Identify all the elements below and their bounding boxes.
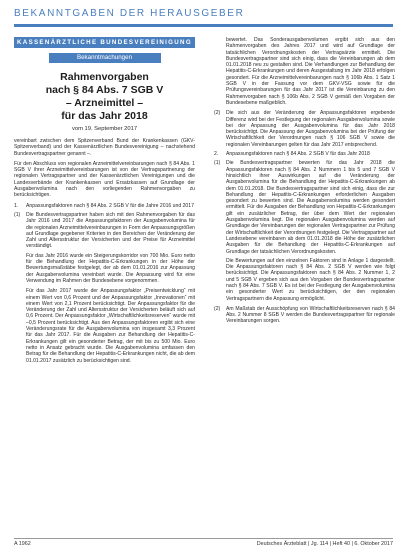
subsection-item-1-2	[214, 110, 395, 148]
right-paragraph-2: Die Bewertungen auf den einzelnen Faktoren sind in Anlage 1 dargestellt. Die Anpassungsfaktoren nach § 84 Abs. 2 SGB V werden wie folgt berücksichtigt. Die Anpassungsfaktoren nach § 84 Abs. 2 Nummer 1, 2 und 5 SGB V ergeben sich aus den Vorgaben der Bundesvertragspartner nach § 84 Abs. 7 SGB V. Es ist bei der Festlegung der Ausgabenvolumina ein gesonderter Wert zu berücksichtigen, der den regionalen Vertragspartnern die Anpassung ermöglicht.	[226, 257, 395, 302]
section-item-1-number: 1.	[14, 202, 19, 209]
document-date: vom 19. September 2017	[71, 126, 138, 132]
kbv-banner: KASSENÄRZTLICHE BUNDESVEREINIGUNG	[14, 37, 195, 48]
title-line-4: für das Jahr 2018	[61, 110, 148, 122]
subsection-item-1-1-number: (1)	[14, 211, 21, 218]
subsection-item-1-2-number: (2)	[214, 110, 221, 117]
left-paragraph-4: Für das Jahr 2017 wurde der Anpassungsfaktor „Preisentwicklung“ mit einem Wert von 0,6 Prozent und der Anpassungsfaktor „Innovationen“ mit einem Wert von 2,1 Prozent berücksichtigt. Der Anpassungsfaktor für die Veränderung der Zahl und Altersstruktur der Versicherten beläuft sich auf 0,6 Prozent. Der Anpassungsfaktor „Wirtschaftlichkeitsreserven“ wurde mit –0,5 Prozent berücksichtigt. Aus den Anpassungsfaktoren ergibt sich eine Veränderungsrate für die Ausgabenvolumina von insgesamt 3,3 Prozent für das Jahr 2017. Für die Ausgaben zur Behandlung der Hepatitis-C-Erkrankungen gilt ein gesonderter Betrag, der mit bis zu 500 Mio. Euro netto in Ansatz gebracht wurde. Die Ausgabenvolumina umfassen den Betrag für die Behandlung der Hepatitis-C-Erkrankungen nicht, die ab dem 01.01.2017 zusätzlich zu berücksichtigen sind.	[26, 288, 195, 364]
intro-paragraph: vereinbart zwischen dem Spitzenverband Bund der Krankenkassen (GKV-Spitzenverband) und der Kassenärztlichen Bundesvereinigung – nachstehend Bundesvertragspartner genannt –.	[14, 138, 195, 157]
section-item-2-number: 2.	[214, 151, 219, 158]
subsection-item-2-2	[214, 306, 395, 325]
journal-citation: Deutsches Ärzteblatt | Jg. 114 | Heft 40 | 6. Oktober 2017	[256, 541, 393, 547]
left-paragraph-2: Für den Abschluss von regionalen Arzneimittelvereinbarungen nach § 84 Abs. 1 SGB V ihrer Arzneimittelvereinbarungen ist von der Vertragspartnerung der regionalen Vertragspartner und der Kassenärztlichen Vereinigungen und die Landesverbände der Krankenkassen und Ersatzkassen auf Grundlage der Ausgabenvolumina nach den vorliegenden Rahmenvorgaben zu berücksichtigen.	[14, 160, 195, 199]
subsection-item-2-2-number: (2)	[214, 305, 221, 312]
title-line-1: Rahmenvorgaben	[60, 71, 149, 83]
right-paragraph-1: bewertet. Das Sonderausgabenvolumen ergibt sich aus den Rahmenvorgaben des Jahres 2017 und wird auf Grundlage der tatsächlichen Verordnungskosten der Vertragsärzte ermittelt. Die Bundesvertragspartner sind sich einig, dass die Vereinbarungen ab dem 01.01.2018 neu zu gestalten sind. Die Verhandlungen zur Behandlung der Hepatitis-C-Erkrankungen und deren Ausgestaltung im Jahr 2018 erfolgen gesondert. Für die Arzneimittelvereinbarungen nach § 106b Abs. 1 Satz 1 SGB V in der Fassung vor dem GKV-VSG sowie für die Prüfungsvereinbarungen für das Jahr 2017 ist die Vereinbarung zu den Rahmenvorgaben nach § 106b Abs. 2 SGB V gemäß den Vorgaben der Bundesebene maßgeblich.	[226, 37, 395, 106]
subsection-item-2-2-text: Am Maßstab der Ausschöpfung von Wirtschaftlichkeitsreserven nach § 84 Abs. 2 Nummer 8 SGB V werden die Bundesvertragspartner für regionale Vereinbarungen sorgen.	[226, 305, 395, 325]
document-title	[14, 71, 195, 123]
section-item-1-text: Anpassungsfaktoren nach § 84 Abs. 2 SGB V für die Jahre 2016 und 2017	[26, 202, 194, 209]
right-column	[214, 37, 395, 328]
title-line-3: – Arzneimittel –	[65, 97, 144, 109]
left-column	[14, 37, 195, 368]
subsection-item-1-2-text: Die sich aus der Veränderung der Anpassungsfaktoren ergebende Differenz wird bei der Festlegung der regionalen Ausgabenvolumina sowie bei der Anpassung der Ausgabenvolumina für das Jahr 2018 berücksichtigt. Die Anpassung der Ausgabenvolumina bei der Prüfung der Wirtschaftlichkeit der Verordnungen nach § 106 SGB V sowie die regionalen Vereinbarungen gelten für das Jahr 2017 entsprechend.	[226, 110, 395, 148]
section-item-1	[14, 203, 195, 209]
page-number: A 1962	[14, 541, 31, 547]
title-line-2: nach § 84 Abs. 7 SGB V	[45, 84, 164, 96]
section-item-2	[214, 151, 395, 157]
subsection-item-2-1	[214, 160, 395, 254]
subsection-item-1-1	[14, 212, 195, 250]
section-header-title: BEKANNTGABEN DER HERAUSGEBER	[14, 8, 245, 19]
left-paragraph-3: Für das Jahr 2016 wurde ein Steigerungskorridor von 700 Mio. Euro netto für die Behandlung der Hepatitis-C-Erkrankungen in der Höhe der Bewertungsmaßstäbe festgelegt, der ab dem 01.01.2016 zur Anpassung der Ausgabenvolumina vereinbart wurde. Die Anpassung wird für eine Verwendung im Rahmen der Bundesebene vorgenommen.	[26, 252, 195, 284]
footer-rule	[14, 538, 393, 539]
section-banner: Bekanntmachungen	[49, 53, 161, 63]
subsection-item-2-1-text: Die Bundesvertragspartner bewerten für das Jahr 2018 die Anpassungsfaktoren nach § 84 Abs. 2 Nummern 1 bis 5 und 7 SGB V hinsichtlich ihrer Auswirkungen auf die Veränderung der Ausgabenvolumina für die Behandlung der Hepatitis-C-Erkrankungen ab dem 01.01.2018. Die Bundesvertragspartner sind sich einig, dass die zur Behandlung der Hepatitis-C-Erkrankungen erforderlichen Ausgaben gesondert zu bewerten sind. Die Ausgabenvolumina werden gesondert ermittelt. Für die Ausgaben der Behandlung von Hepatitis-C-Erkrankungen gilt ein zusätzlicher Betrag, der über dem Wert der regionalen Ausgabenvolumina liegt. Die regionalen Ausgabenvolumina werden auf Grundlage der Vereinbarungen der regionalen Vertragspartner zur Prüfung der Wirtschaftlichkeit der Verordnungen festgelegt. Die Vertragspartner auf Landesebene vereinbaren ab dem 01.01.2018 die Höhe der zusätzlichen Ausgaben für die Behandlung der Hepatitis-C-Erkrankungen auf Grundlage der tatsächlichen Verordnungskosten.	[226, 160, 395, 255]
subsection-item-1-1-text: Die Bundesvertragspartner haben sich mit den Rahmenvorgaben für das Jahr 2016 und 2017 die Anpassungsfaktoren der Ausgabenvolumina für die regionalen Arzneimittelvereinbarungen in Form der Anpassungsgrößen auf Grundlage gegebener Kriterien in den Bereichen der Veränderung der Zahl und Altersstruktur der Versicherten und der Preise für Arzneimittel verständigt.	[26, 211, 195, 250]
section-item-2-text: Anpassungsfaktoren nach § 84 Abs. 2 SGB V für das Jahr 2018	[226, 151, 370, 158]
header-rule	[14, 24, 393, 27]
subsection-item-2-1-number: (1)	[214, 160, 221, 167]
